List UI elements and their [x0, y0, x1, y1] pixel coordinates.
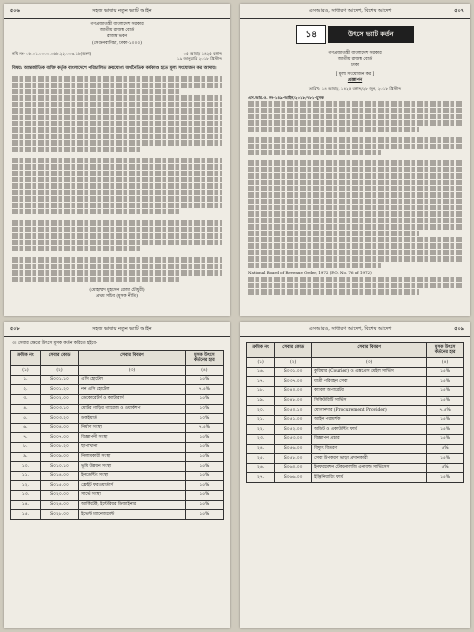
cell-serial: ৭.: [11, 433, 41, 443]
letterhead: [12, 22, 222, 47]
table-row: [247, 425, 464, 435]
table-row: [11, 385, 224, 395]
cell-code: S০৬৬.০০: [275, 473, 312, 483]
running-head-text: সহজ ভাষায় নতুন ভ্যাট আইন: [92, 8, 152, 14]
cell-description: বিজ্ঞাপনী সংস্থা: [79, 433, 186, 443]
cell-code: S০১০.১০: [40, 462, 78, 472]
cell-description: কুরিয়ার (Courier) ও এক্সপ্রেস মেইল সার্ভিস: [312, 367, 427, 377]
cell-code: S০১৪.০০: [40, 471, 78, 481]
cell-rate: ১৫%: [185, 462, 223, 472]
cell-serial: ২২.: [247, 425, 275, 435]
cell-rate: ১৫%: [427, 386, 464, 396]
cell-code: S০৫৩.০০: [275, 434, 312, 444]
cell-serial: ২৬.: [247, 463, 275, 473]
col-number: (৩): [312, 358, 427, 368]
cell-rate: ১০%: [185, 404, 223, 414]
cell-description: ডকইয়ার্ড: [79, 414, 186, 424]
cell-serial: ২৩.: [247, 434, 275, 444]
page-number: ৫০৭: [454, 8, 464, 14]
cell-description: নন এসি হোটেল: [79, 385, 186, 395]
cell-serial: ১০.: [11, 462, 41, 472]
cell-code: S০০৪.০০: [40, 423, 78, 433]
cell-description: বিজ্ঞাপন প্রচার: [312, 434, 427, 444]
cell-rate: ১৫%: [427, 473, 464, 483]
col-number: (২): [275, 358, 312, 368]
cell-serial: ১১.: [11, 471, 41, 481]
running-head-text: এসআরও, সাধারণ আদেশ, বিশেষ আদেশ: [308, 8, 392, 14]
table-row: [11, 510, 224, 520]
cell-serial: ৬.: [11, 423, 41, 433]
cell-rate: ১৫%: [427, 454, 464, 464]
cell-rate: ১৫%: [427, 367, 464, 377]
cell-serial: ১.: [11, 375, 41, 385]
cell-code: S০০৭.০০: [40, 433, 78, 443]
cell-serial: ২৪.: [247, 444, 275, 454]
col-number: (২): [40, 366, 78, 376]
cell-description: নির্মাণ সংস্থা: [79, 423, 186, 433]
cell-serial: ১৮.: [247, 386, 275, 396]
page-top-left: [4, 4, 230, 316]
table-row: [247, 473, 464, 483]
page-number: ৫০৯: [454, 326, 464, 332]
cell-rate: ১৫%: [185, 471, 223, 481]
cell-code: S০২৪.০০: [40, 500, 78, 510]
cell-code: S০০৯.০০: [40, 452, 78, 462]
cell-rate: ১৫%: [185, 490, 223, 500]
cell-code: S০০৮.২০: [40, 442, 78, 452]
cell-description: এসি হোটেল: [79, 375, 186, 385]
cell-serial: ২৫.: [247, 454, 275, 464]
cell-description: ফ্রেইট ফরওয়ার্ডার্স: [79, 481, 186, 491]
cell-description: মোটর গাড়ির গ্যারেজ ও ওয়ার্কশপ: [79, 404, 186, 414]
cell-description: বিদ্যুৎ বিতরণ: [312, 444, 427, 454]
cell-rate: ১৫%: [185, 375, 223, 385]
cell-serial: ২০.: [247, 406, 275, 416]
cell-description: সার্ভে সংস্থা: [79, 490, 186, 500]
signer-name: (মোহাম্মদ মুহসেন রেজা চৌধুরী): [89, 287, 145, 293]
cell-rate: ১৫%: [427, 396, 464, 406]
cell-rate: ৭.৫%: [185, 385, 223, 395]
page-number: ৫০৬: [10, 8, 20, 14]
service-rate-table-continued: [246, 342, 464, 483]
table-row: [247, 406, 464, 416]
cell-serial: ১৪.: [11, 500, 41, 510]
page-number: ৫০৮: [10, 326, 20, 332]
cell-code: S০০২.০০: [40, 394, 78, 404]
cell-code: S০৪০.০০: [275, 386, 312, 396]
cell-code: S০২৮.০০: [40, 510, 78, 520]
cell-description: ইঞ্জিনিয়ারিং ফার্ম: [312, 473, 427, 483]
cell-serial: ৯.: [11, 452, 41, 462]
letterhead-line: জাতীয় রাজস্ব বোর্ড: [337, 57, 373, 63]
table-row: [247, 454, 464, 464]
col-code: সেবার কোড: [275, 343, 312, 358]
cell-serial: ১৬.: [247, 367, 275, 377]
table-row: [247, 386, 464, 396]
cell-code: S০৬০.০০: [275, 463, 312, 473]
running-head: [4, 4, 230, 19]
cell-code: S০৫২.০০: [275, 425, 312, 435]
cell-rate: ১৫%: [185, 442, 223, 452]
cell-rate: ১৫%: [185, 433, 223, 443]
cell-serial: ১৫.: [11, 510, 41, 520]
page-top-right: [240, 4, 470, 316]
nbr-order-reference: National Board of Revenue Order, 1972 (P.O. No. 76 of 1972): [248, 269, 372, 275]
reference-number: নথি নং- ০৮.০১.০০০০.০৬৮.২২.০০৩.১৮(অংশ): [12, 50, 92, 56]
cell-code: S০০৩.১০: [40, 404, 78, 414]
running-head: [240, 322, 470, 337]
notice-date: তারিখ: ১৪ আষাঢ়, ১৪২৫ বঙ্গাব্দ/২৮ জুন, ২০১৮ খ্রিস্টাব্দ: [308, 86, 402, 92]
cell-description: আর্কিটেক্ট, ইন্টেরিয়র ডিজাইনার: [79, 500, 186, 510]
col-number: (৩): [79, 366, 186, 376]
running-head-text: এসআরও, সাধারণ আদেশ, বিশেষ আদেশ: [308, 326, 392, 332]
table-row: [11, 500, 224, 510]
chapter-heading: [240, 25, 470, 44]
table-row: [247, 444, 464, 454]
sro-number: এস.আর.ও. নং-১৪৯-আইন/২০১৮/৭৮১-মূসক: [248, 94, 324, 100]
col-code: সেবার কোড: [40, 351, 78, 366]
table-row: [11, 394, 224, 404]
cell-rate: ১৫%: [427, 434, 464, 444]
cell-serial: ১৩.: [11, 490, 41, 500]
cell-code: S০০৩.২০: [40, 414, 78, 424]
table-row: [247, 396, 464, 406]
col-serial: ক্রমিক নং: [11, 351, 41, 366]
cell-description: সিকিউরিটি সার্ভিস: [312, 396, 427, 406]
notice-heading: প্রজ্ঞাপন: [347, 77, 363, 83]
cell-serial: ২.: [11, 385, 41, 395]
table-row: [11, 462, 224, 472]
col-description: সেবার বিবরণ: [312, 343, 427, 358]
cell-rate: ১৫%: [185, 510, 223, 520]
cell-serial: ৩.: [11, 394, 41, 404]
signature-block: [12, 288, 222, 300]
letterhead-line: (সেগুনবাগিচা, ঢাকা-১০০০): [92, 40, 142, 46]
col-number: (১): [11, 366, 41, 376]
col-rate: মূসক উৎসে কর্তনের হার: [427, 343, 464, 358]
chapter-number: ১৪: [296, 25, 326, 44]
cell-rate: ১৫%: [427, 425, 464, 435]
cell-code: S০১৫.০০: [40, 481, 78, 491]
col-number: (৪): [185, 366, 223, 376]
table-row: [11, 481, 224, 491]
col-rate: মূসক উৎসে কর্তনের হার: [185, 351, 223, 366]
letterhead-line: গণপ্রজাতন্ত্রী বাংলাদেশ সরকার: [90, 22, 144, 27]
cell-serial: ১২.: [11, 481, 41, 491]
cell-description: ক্যাবল অপারেটর: [312, 386, 427, 396]
table-row: [247, 434, 464, 444]
cell-description: ইনডেন্টিং সংস্থা: [79, 471, 186, 481]
table-row: [11, 423, 224, 433]
chapter-title: উৎসে ভ্যাট কর্তন: [328, 26, 413, 43]
cell-rate: ১০%: [185, 414, 223, 424]
cell-code: S০৫৬.০০: [275, 444, 312, 454]
cell-serial: ২৭.: [247, 473, 275, 483]
cell-description: নিলামকারী সংস্থা: [79, 452, 186, 462]
cell-rate: ১৫%: [185, 394, 223, 404]
running-head: [4, 322, 230, 337]
subject-line: বিষয়: আন্তর্জাতিক ব্যক্তি কর্তৃক বাংলাদেশে পরিচালিত ক্রয়যোগ্য অর্থনৈতিক কর্মকাণ্ড হতে মূল্য সংযোজন কর আদায়।: [12, 66, 217, 71]
table-row: [11, 414, 224, 424]
cell-code: S০৩১.০০: [275, 367, 312, 377]
table-row: [247, 367, 464, 377]
cell-rate: ৫%: [427, 444, 464, 454]
table-row: [247, 463, 464, 473]
cell-code: S০৫০.১০: [275, 406, 312, 416]
col-number: (১): [247, 358, 275, 368]
cell-description: আইন পরামর্শক: [312, 415, 427, 425]
cell-serial: ৮.: [11, 442, 41, 452]
document-subtitle: [ মূল্য সংযোজন কর ]: [335, 71, 375, 77]
cell-rate: ১৫%: [185, 500, 223, 510]
cell-description: ইনফরমেশন টেকনোলজি এনাবল্ড সার্ভিসেস: [312, 463, 427, 473]
cell-code: S০৪৮.০০: [275, 396, 312, 406]
cell-serial: ৫.: [11, 414, 41, 424]
letterhead-line: গণপ্রজাতন্ত্রী বাংলাদেশ সরকার: [328, 51, 382, 56]
letterhead-line: জাতীয় রাজস্ব বোর্ড: [99, 28, 135, 34]
cell-serial: ৪.: [11, 404, 41, 414]
body-text: [248, 101, 462, 268]
cell-serial: ২১.: [247, 415, 275, 425]
page-bottom-right: [240, 322, 470, 628]
body-text: [12, 76, 222, 282]
cell-description: অডিট ও একাউন্টিং ফার্ম: [312, 425, 427, 435]
cell-rate: ১৫%: [427, 377, 464, 387]
cell-code: S০০১.২০: [40, 385, 78, 395]
cell-rate: ১৫%: [427, 415, 464, 425]
cell-description: যাত্রী পরিবহন সেবা: [312, 377, 427, 387]
col-number: (৪): [427, 358, 464, 368]
cell-rate: ১৫%: [185, 452, 223, 462]
cell-serial: ১৭.: [247, 377, 275, 387]
cell-code: S০৫৮.০০: [275, 454, 312, 464]
table-row: [11, 452, 224, 462]
cell-description: ইভেন্ট ম্যানেজমেন্ট: [79, 510, 186, 520]
running-head: [240, 4, 470, 19]
cell-rate: ১৫%: [185, 481, 223, 491]
letterhead-line: রাজস্ব ভবন: [106, 34, 128, 40]
cell-description: সেবা উপকরণ ভাড়া প্রদানকারী: [312, 454, 427, 464]
table-row: [11, 442, 224, 452]
table-row: [247, 415, 464, 425]
cell-code: S০৩৭.০০: [275, 377, 312, 387]
letterhead-line: ঢাকা: [350, 63, 360, 69]
col-description: সেবার বিবরণ: [79, 351, 186, 366]
cell-description: ছাপাখানা: [79, 442, 186, 452]
col-serial: ক্রমিক নং: [247, 343, 275, 358]
table-row: [11, 490, 224, 500]
date-english: ১৯ জানুয়ারি ২০১৮ খ্রিস্টাব্দ: [176, 56, 222, 62]
table-row: [11, 471, 224, 481]
cell-code: S০০১.১০: [40, 375, 78, 385]
signer-title: প্রথম সচিব (মূসক নীতি): [96, 293, 138, 299]
table-row: [11, 404, 224, 414]
running-head-text: সহজ ভাষায় নতুন ভ্যাট আইন: [92, 326, 152, 332]
page-bottom-left: [4, 322, 230, 628]
cell-rate: ৭.৫%: [185, 423, 223, 433]
table-row: [247, 377, 464, 387]
cell-serial: ১৯.: [247, 396, 275, 406]
cell-description: ভূমি উন্নয়ন সংস্থা: [79, 462, 186, 472]
body-text-end: [248, 277, 462, 295]
cell-code: S০৫১.০০: [275, 415, 312, 425]
table-row: [11, 375, 224, 385]
table-row: [11, 433, 224, 443]
cell-rate: ৭.৫%: [427, 406, 464, 416]
table-caption: ৩। সেবার ক্ষেত্রে উৎসে মূসক কর্তন করিতে হইবে-: [12, 341, 98, 346]
cell-description: যোগানদার (Procurement Provider): [312, 406, 427, 416]
service-rate-table: [10, 350, 224, 520]
cell-rate: ৫%: [427, 463, 464, 473]
date-bangla: ০৫ আষাঢ় ১৪২৫ বঙ্গাব্দ: [183, 50, 222, 56]
cell-code: S০২০.০০: [40, 490, 78, 500]
cell-description: ডেকোরেটর্স ও ক্যাটারার্স: [79, 394, 186, 404]
letterhead: [248, 51, 462, 84]
